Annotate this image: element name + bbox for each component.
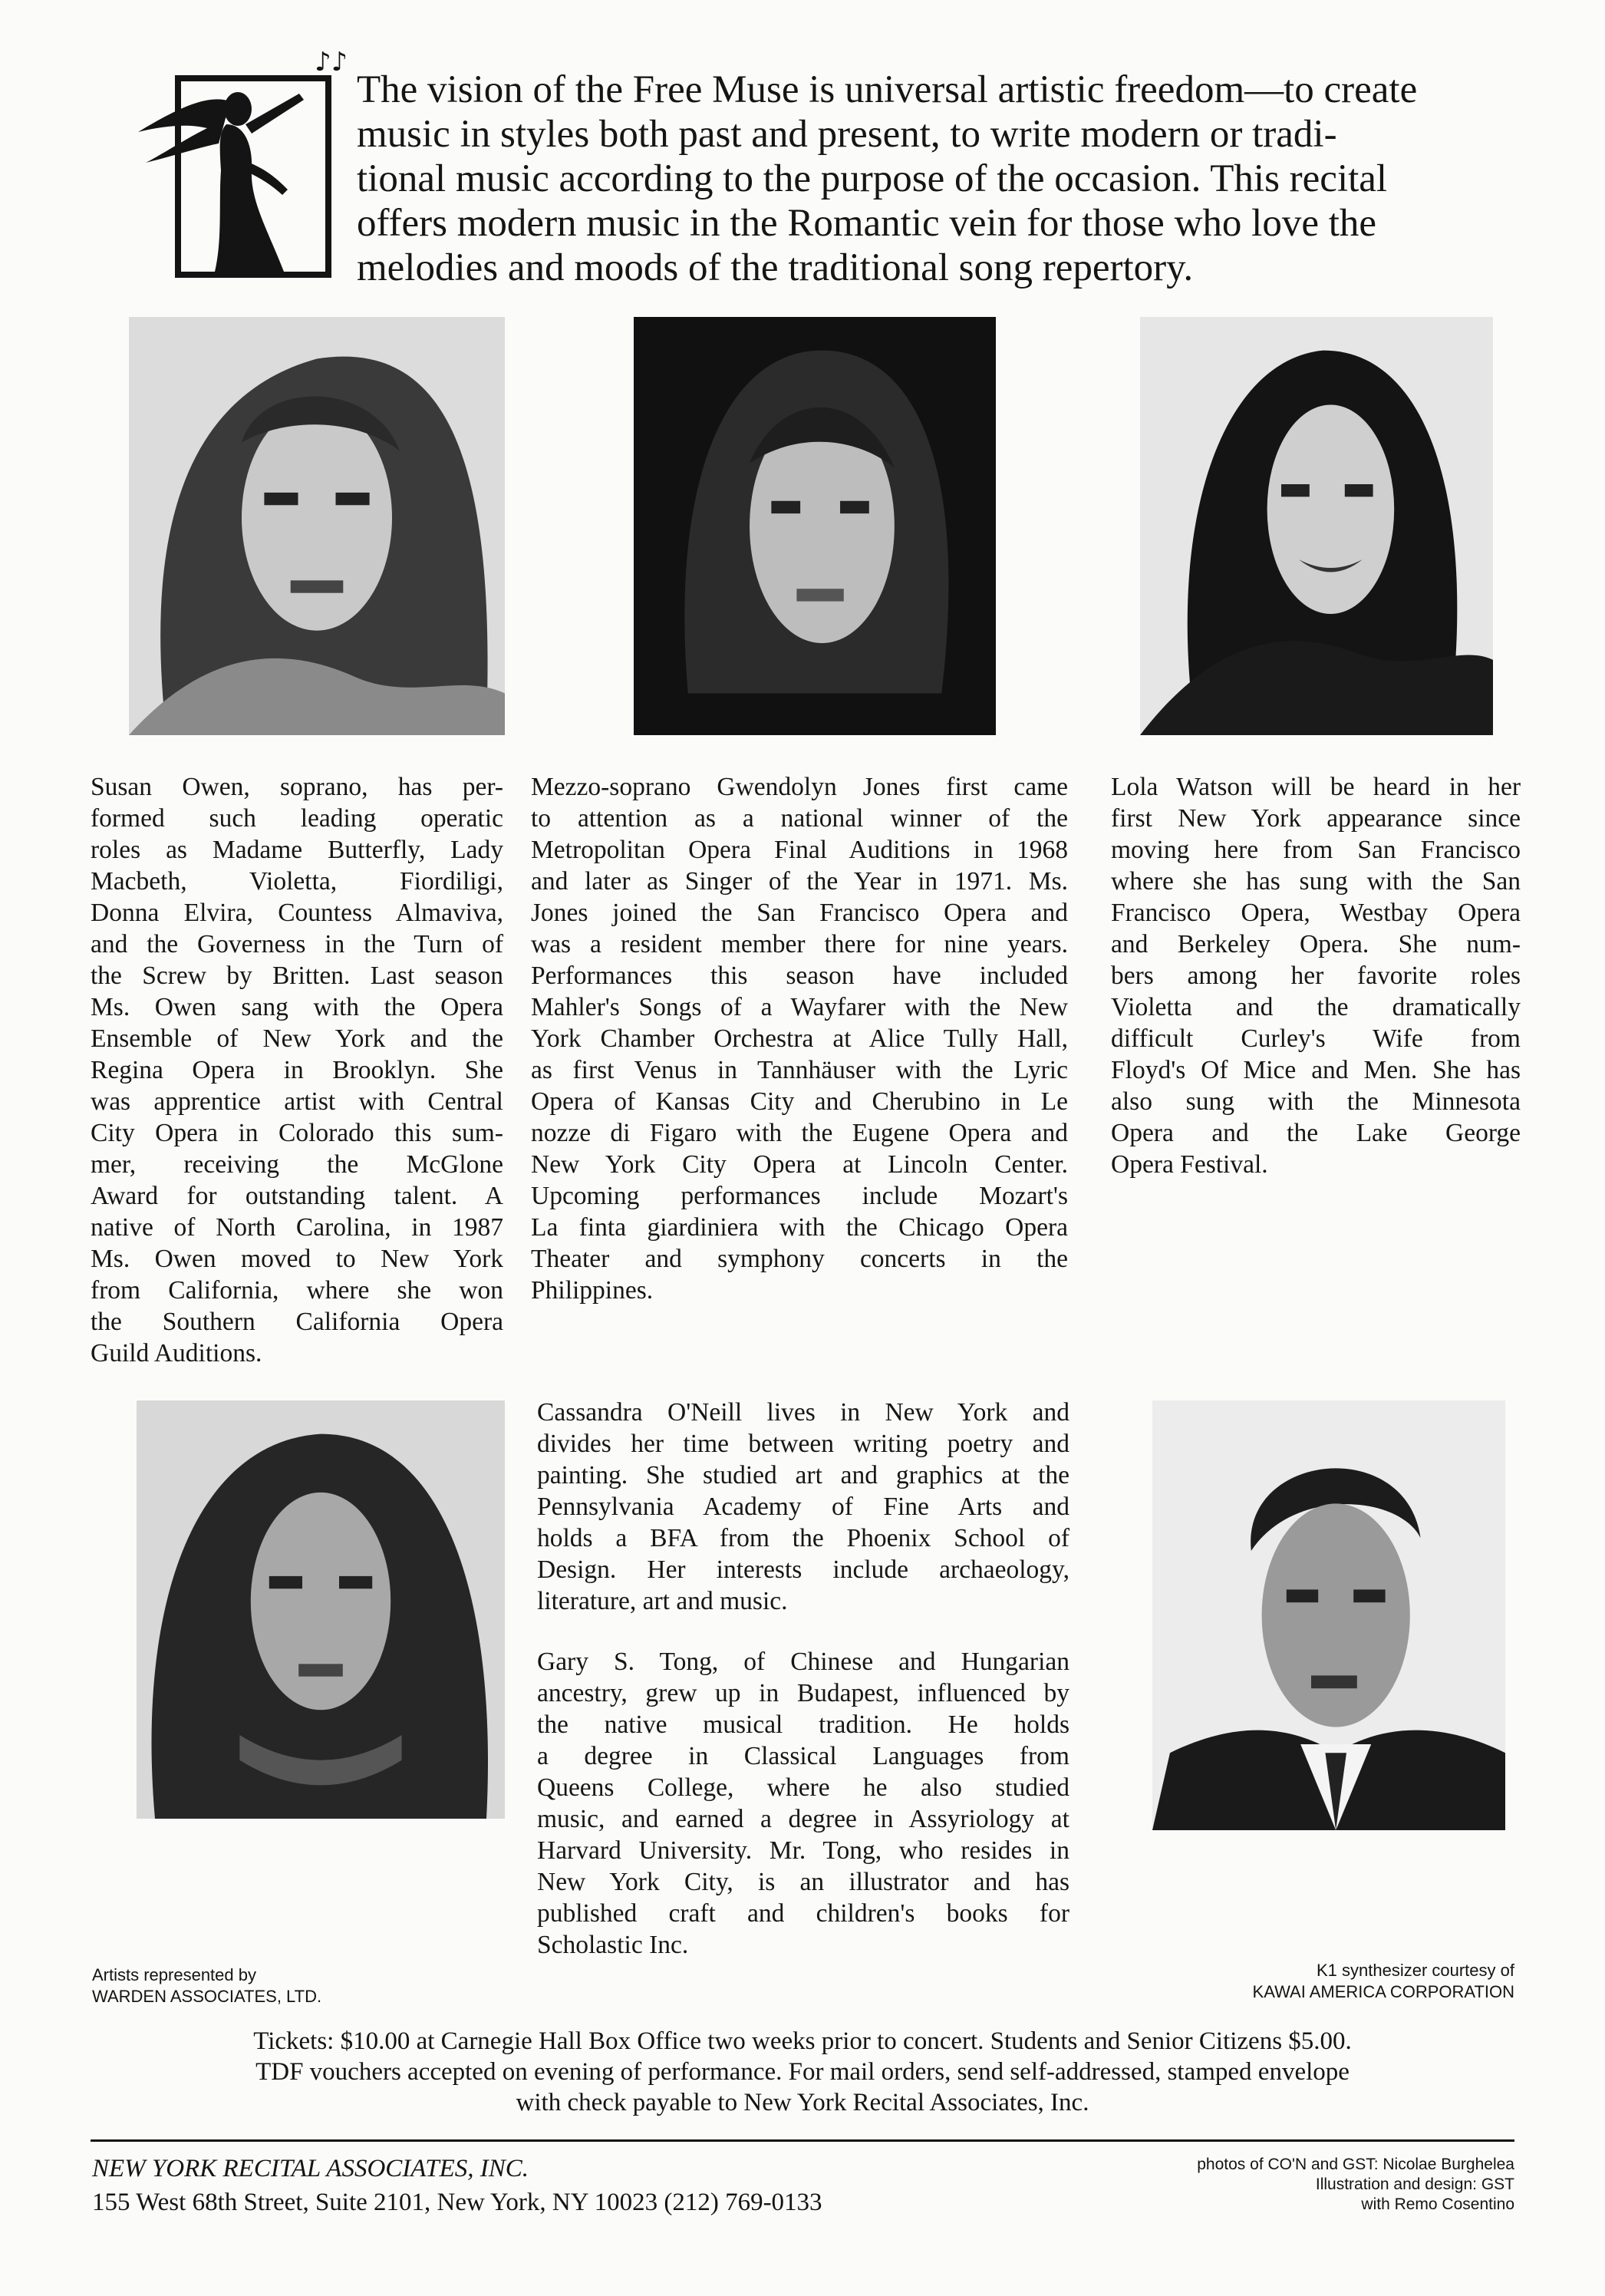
bio-line: Mezzo-soprano Gwendolyn Jones first came [531,773,1068,801]
bio-line: Philippines. [531,1276,654,1305]
intro-line: The vision of the Free Muse is universal artistic freedom—to create [357,68,1418,111]
credit-line: Artists represented by [92,1965,256,1984]
bio-line: La finta giardiniera with the Chicago Opera [531,1213,1068,1242]
bio-line: Mahler's Songs of a Wayfarer with the New [531,993,1068,1021]
bio-line: difficult Curley's Wife from [1111,1024,1521,1053]
credit-line: Illustration and design: GST [1315,2176,1514,2193]
bio-line: Theater and symphony concerts in the [531,1245,1068,1273]
bio-line: was a resident member there for nine years. [531,930,1068,958]
bio-line: Gary S. Tong, of Chinese and Hungarian [537,1648,1069,1676]
bio-line: Harvard University. Mr. Tong, who resides in [537,1836,1069,1865]
bio-line: and later as Singer of the Year in 1971. Ms. [531,867,1068,896]
synthesizer-credit [1253,1960,1514,2003]
bio-line: moving here from San Francisco [1111,836,1521,864]
bio-line: literature, art and music. [537,1587,788,1615]
bio-line: Ms. Owen sang with the Opera [91,993,503,1021]
artist-representation-credit [92,1964,321,2007]
ticket-information [77,2026,1528,2118]
bio-line: New York City Opera at Lincoln Center. [531,1150,1068,1179]
bio-line: the Southern California Opera [91,1308,503,1336]
bio-line: Opera Festival. [1111,1150,1268,1179]
credit-line: photos of CO'N and GST: Nicolae Burghelea [1197,2156,1514,2173]
credit-line: K1 synthesizer courtesy of [1316,1961,1514,1980]
bio-line: to attention as a national winner of the [531,804,1068,833]
bio-line: formed such leading operatic [91,804,503,833]
bio-line: from California, where she won [91,1276,503,1305]
bio-line: where she has sung with the San [1111,867,1521,896]
bio-line: Award for outstanding talent. A [91,1182,503,1210]
bio-line: York Chamber Orchestra at Alice Tully Hall, [531,1024,1068,1053]
bio-line: was apprentice artist with Central [91,1087,503,1116]
bio-line: first New York appearance since [1111,804,1521,833]
bio-gary-tong [537,1646,1069,1961]
portrait-photo-gary-tong [1152,1400,1505,1830]
bio-line: published craft and children's books for [537,1899,1069,1928]
bio-line: Susan Owen, soprano, has per- [91,773,503,801]
bio-line: the Screw by Britten. Last season [91,962,503,990]
bio-line: City Opera in Colorado this sum- [91,1119,503,1147]
bio-line: roles as Madame Butterfly, Lady [91,836,503,864]
organization-name: NEW YORK RECITAL ASSOCIATES, INC. [92,2155,529,2182]
bio-line: Performances this season have included [531,962,1068,990]
bio-line: Regina Opera in Brooklyn. She [91,1056,503,1084]
intro-statement [357,68,1508,290]
bio-line: Violetta and the dramatically [1111,993,1521,1021]
bio-line: Macbeth, Violetta, Fiordiligi, [91,867,503,896]
bio-line: Queens College, where he also studied [537,1773,1069,1802]
bio-line: Jones joined the San Francisco Opera and [531,899,1068,927]
portrait-photo-cassandra-oneill [137,1400,505,1819]
organization-address: 155 West 68th Street, Suite 2101, New York, NY 10023 (212) 769-0133 [92,2189,822,2216]
free-muse-logo [123,48,345,285]
bio-line: Donna Elvira, Countess Almaviva, [91,899,503,927]
bio-line: as first Venus in Tannhäuser with the Lyric [531,1056,1068,1084]
bio-line: Metropolitan Opera Final Auditions in 1968 [531,836,1068,864]
bio-susan-owen [91,771,503,1369]
bio-line: Francisco Opera, Westbay Opera [1111,899,1521,927]
bio-line: native of North Carolina, in 1987 [91,1213,503,1242]
bio-line: and Berkeley Opera. She num- [1111,930,1521,958]
intro-line: tional music according to the purpose of the occasion. This recital [357,157,1388,200]
bio-line: New York City, is an illustrator and has [537,1868,1069,1896]
bio-line: painting. She studied art and graphics at the [537,1461,1069,1489]
bio-line: Ms. Owen moved to New York [91,1245,503,1273]
bio-line: Scholastic Inc. [537,1931,689,1959]
bio-line: Cassandra O'Neill lives in New York and [537,1398,1069,1427]
portrait-photo-susan-owen [129,317,505,735]
photo-design-credits [1197,2155,1514,2215]
bio-line: Pennsylvania Academy of Fine Arts and [537,1493,1069,1521]
bio-line: Opera of Kansas City and Cherubino in Le [531,1087,1068,1116]
bio-lola-watson [1111,771,1521,1180]
bio-line: Design. Her interests include archaeology, [537,1555,1069,1584]
bio-line: Lola Watson will be heard in her [1111,773,1521,801]
bio-line: music, and earned a degree in Assyriology at [537,1805,1069,1833]
footer-divider [91,2139,1514,2142]
bio-line: and the Governess in the Turn of [91,930,503,958]
intro-line: music in styles both past and present, to write modern or tradi- [357,113,1337,156]
ticket-line: TDF vouchers accepted on evening of performance. For mail orders, send self-addressed, stamped envelope [255,2058,1350,2086]
bio-line: Upcoming performances include Mozart's [531,1182,1068,1210]
bio-line: holds a BFA from the Phoenix School of [537,1524,1069,1552]
credit-line: KAWAI AMERICA CORPORATION [1252,1982,1514,2001]
credit-line: WARDEN ASSOCIATES, LTD. [92,1987,322,2006]
bio-line: the native musical tradition. He holds [537,1710,1069,1739]
bio-line: a degree in Classical Languages from [537,1742,1069,1770]
svg-text:♪♪: ♪♪ [315,48,345,78]
bio-line: Opera and the Lake George [1111,1119,1521,1147]
bio-cassandra-oneill [537,1397,1069,1617]
bio-line: Floyd's Of Mice and Men. She has [1111,1056,1521,1084]
bio-line: mer, receiving the McGlone [91,1150,503,1179]
portrait-photo-gwendolyn-jones [634,317,996,735]
bio-line: Ensemble of New York and the [91,1024,503,1053]
bio-line: nozze di Figaro with the Eugene Opera and [531,1119,1068,1147]
credit-line: with Remo Cosentino [1361,2195,1514,2213]
bio-line: also sung with the Minnesota [1111,1087,1521,1116]
ticket-line: with check payable to New York Recital Associates, Inc. [516,2089,1089,2116]
bio-line: ancestry, grew up in Budapest, influenced by [537,1679,1069,1707]
bio-line: divides her time between writing poetry and [537,1430,1069,1458]
bio-line: Guild Auditions. [91,1339,262,1367]
ticket-line: Tickets: $10.00 at Carnegie Hall Box Office two weeks prior to concert. Students and Senior Citizens $5.00. [253,2027,1352,2055]
intro-line: offers modern music in the Romantic vein for those who love the [357,202,1377,245]
portrait-photo-lola-watson [1140,317,1493,735]
intro-line: melodies and moods of the traditional song repertory. [357,246,1194,289]
bio-line: bers among her favorite roles [1111,962,1521,990]
bio-gwendolyn-jones [531,771,1068,1306]
